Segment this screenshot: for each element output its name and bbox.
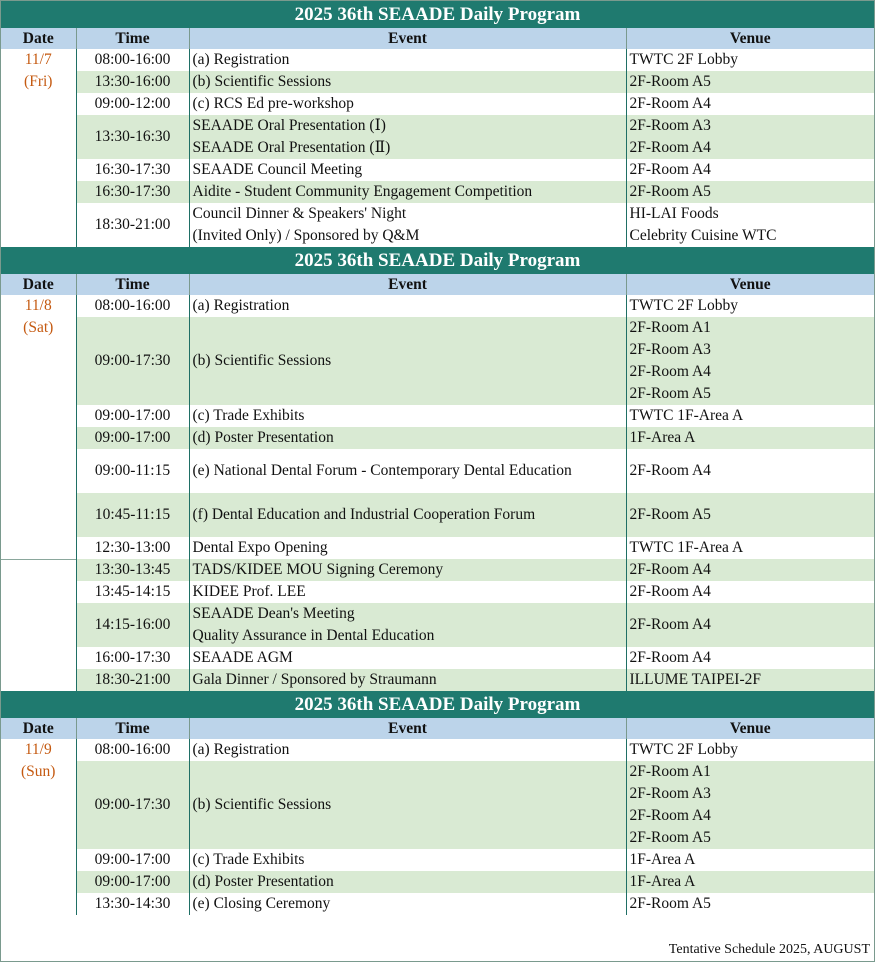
venue-text: 2F-Room A5 bbox=[629, 506, 711, 523]
venue-text: 2F-Room A4 bbox=[629, 807, 711, 824]
venue-cell bbox=[626, 449, 874, 493]
event-cell bbox=[189, 849, 626, 871]
venue-text: 2F-Room A4 bbox=[629, 561, 711, 578]
event-text: TADS/KIDEE MOU Signing Ceremony bbox=[192, 561, 444, 578]
venue-text: 1F-Area A bbox=[629, 873, 696, 890]
day-title: 2025 36th SEAADE Daily Program bbox=[1, 247, 874, 274]
venue-text: 2F-Room A4 bbox=[629, 363, 711, 380]
schedule-row bbox=[1, 893, 874, 915]
event-text: Dental Expo Opening bbox=[192, 539, 328, 556]
venue-text: 2F-Room A4 bbox=[629, 616, 711, 633]
event-text: SEAADE Oral Presentation (Ⅰ) bbox=[192, 117, 386, 134]
schedule-row bbox=[1, 49, 874, 71]
event-text: (c) Trade Exhibits bbox=[192, 407, 305, 424]
venue-text: 2F-Room A4 bbox=[629, 649, 711, 666]
day-title: 2025 36th SEAADE Daily Program bbox=[1, 691, 874, 718]
event-cell bbox=[189, 871, 626, 893]
venue-text: 2F-Room A1 bbox=[629, 319, 711, 336]
event-text: (c) Trade Exhibits bbox=[192, 851, 305, 868]
venue-cell bbox=[626, 49, 874, 71]
venue-cell bbox=[626, 93, 874, 115]
event-text: KIDEE Prof. LEE bbox=[192, 583, 306, 600]
time-cell: 14:15-16:00 bbox=[76, 603, 189, 647]
venue-cell bbox=[626, 871, 874, 893]
footer-note: Tentative Schedule 2025, AUGUST bbox=[668, 942, 870, 957]
venue-text: 1F-Area A bbox=[629, 851, 696, 868]
venue-cell bbox=[626, 603, 874, 647]
time-cell: 16:00-17:30 bbox=[76, 647, 189, 669]
time-cell: 18:30-21:00 bbox=[76, 203, 189, 247]
venue-text: HI-LAI Foods bbox=[629, 205, 719, 222]
column-header-date: Date bbox=[1, 718, 76, 739]
schedule-row bbox=[1, 115, 874, 159]
venue-text: 2F-Room A4 bbox=[629, 462, 711, 479]
event-text: (Invited Only) / Sponsored by Q&M bbox=[192, 227, 420, 244]
event-text: SEAADE Oral Presentation (Ⅱ) bbox=[192, 139, 391, 156]
event-cell bbox=[189, 427, 626, 449]
column-header-date: Date bbox=[1, 274, 76, 295]
schedule-row bbox=[1, 203, 874, 247]
time-cell: 12:30-13:00 bbox=[76, 537, 189, 559]
event-cell bbox=[189, 71, 626, 93]
venue-cell bbox=[626, 739, 874, 761]
venue-text: 2F-Room A4 bbox=[629, 95, 711, 112]
date-label: 11/8 bbox=[24, 297, 52, 314]
time-cell: 18:30-21:00 bbox=[76, 669, 189, 691]
schedule-row bbox=[1, 559, 874, 581]
venue-text: 2F-Room A4 bbox=[629, 139, 711, 156]
venue-text: 2F-Room A3 bbox=[629, 117, 711, 134]
event-cell bbox=[189, 93, 626, 115]
schedule-row bbox=[1, 93, 874, 115]
venue-text: Celebrity Cuisine WTC bbox=[629, 227, 777, 244]
column-header-venue: Venue bbox=[626, 28, 874, 49]
venue-cell bbox=[626, 295, 874, 317]
event-text: SEAADE Dean's Meeting bbox=[192, 605, 355, 622]
venue-text: 2F-Room A1 bbox=[629, 763, 711, 780]
date-cell bbox=[1, 739, 76, 915]
event-cell bbox=[189, 603, 626, 647]
event-text: (b) Scientific Sessions bbox=[192, 73, 332, 90]
column-header-venue: Venue bbox=[626, 274, 874, 295]
time-cell: 09:00-12:00 bbox=[76, 93, 189, 115]
day-title-row bbox=[1, 1, 874, 28]
schedule-row bbox=[1, 295, 874, 317]
column-header-time: Time bbox=[76, 718, 189, 739]
schedule-row bbox=[1, 669, 874, 691]
date-cell-empty bbox=[1, 559, 76, 691]
time-cell: 13:30-16:30 bbox=[76, 115, 189, 159]
event-text: (b) Scientific Sessions bbox=[192, 796, 332, 813]
event-cell bbox=[189, 537, 626, 559]
venue-text: 2F-Room A5 bbox=[629, 385, 711, 402]
venue-cell bbox=[626, 893, 874, 915]
column-header-venue: Venue bbox=[626, 718, 874, 739]
weekday-label: (Sat) bbox=[23, 319, 54, 336]
venue-cell bbox=[626, 317, 874, 405]
venue-text: TWTC 1F-Area A bbox=[629, 407, 744, 424]
time-cell: 13:45-14:15 bbox=[76, 581, 189, 603]
event-cell bbox=[189, 739, 626, 761]
venue-cell bbox=[626, 159, 874, 181]
schedule-row bbox=[1, 581, 874, 603]
event-text: (a) Registration bbox=[192, 297, 290, 314]
venue-text: ILLUME TAIPEI-2F bbox=[629, 671, 762, 688]
event-cell bbox=[189, 559, 626, 581]
date-cell bbox=[1, 49, 76, 247]
event-cell bbox=[189, 49, 626, 71]
event-cell bbox=[189, 669, 626, 691]
schedule-row bbox=[1, 317, 874, 405]
time-cell: 13:30-14:30 bbox=[76, 893, 189, 915]
column-header-event: Event bbox=[189, 28, 626, 49]
schedule-row bbox=[1, 871, 874, 893]
day-title-row bbox=[1, 691, 874, 718]
time-cell: 08:00-16:00 bbox=[76, 295, 189, 317]
schedule-row bbox=[1, 71, 874, 93]
event-cell bbox=[189, 581, 626, 603]
column-header-time: Time bbox=[76, 28, 189, 49]
time-cell: 10:45-11:15 bbox=[76, 493, 189, 537]
event-cell bbox=[189, 317, 626, 405]
event-cell bbox=[189, 761, 626, 849]
venue-text: 1F-Area A bbox=[629, 429, 696, 446]
venue-cell bbox=[626, 849, 874, 871]
venue-cell bbox=[626, 581, 874, 603]
time-cell: 09:00-11:15 bbox=[76, 449, 189, 493]
time-cell: 09:00-17:00 bbox=[76, 427, 189, 449]
time-cell: 09:00-17:30 bbox=[76, 317, 189, 405]
venue-cell bbox=[626, 427, 874, 449]
venue-text: TWTC 1F-Area A bbox=[629, 539, 744, 556]
day-title: 2025 36th SEAADE Daily Program bbox=[1, 1, 874, 28]
schedule-row bbox=[1, 603, 874, 647]
event-cell bbox=[189, 181, 626, 203]
event-cell bbox=[189, 493, 626, 537]
event-text: (c) RCS Ed pre-workshop bbox=[192, 95, 354, 112]
venue-text: 2F-Room A5 bbox=[629, 73, 711, 90]
event-cell bbox=[189, 295, 626, 317]
event-cell bbox=[189, 647, 626, 669]
schedule-row bbox=[1, 537, 874, 559]
venue-cell bbox=[626, 761, 874, 849]
event-text: (f) Dental Education and Industrial Cooperation Forum bbox=[192, 506, 536, 523]
venue-text: TWTC 2F Lobby bbox=[629, 741, 738, 758]
date-cell bbox=[1, 295, 76, 559]
venue-text: TWTC 2F Lobby bbox=[629, 51, 738, 68]
event-text: SEAADE AGM bbox=[192, 649, 293, 666]
event-text: (b) Scientific Sessions bbox=[192, 352, 332, 369]
event-text: Gala Dinner / Sponsored by Straumann bbox=[192, 671, 437, 688]
event-text: Quality Assurance in Dental Education bbox=[192, 627, 435, 644]
time-cell: 08:00-16:00 bbox=[76, 49, 189, 71]
venue-cell bbox=[626, 647, 874, 669]
event-text: (e) Closing Ceremony bbox=[192, 895, 331, 912]
schedule-row bbox=[1, 405, 874, 427]
venue-cell bbox=[626, 115, 874, 159]
time-cell: 16:30-17:30 bbox=[76, 181, 189, 203]
venue-text: 2F-Room A4 bbox=[629, 161, 711, 178]
venue-text: TWTC 2F Lobby bbox=[629, 297, 738, 314]
event-text: (d) Poster Presentation bbox=[192, 873, 334, 890]
column-header-event: Event bbox=[189, 274, 626, 295]
event-cell bbox=[189, 893, 626, 915]
venue-cell bbox=[626, 181, 874, 203]
column-header-row bbox=[1, 28, 874, 49]
weekday-label: (Sun) bbox=[21, 763, 56, 780]
time-cell: 09:00-17:00 bbox=[76, 405, 189, 427]
event-text: (a) Registration bbox=[192, 51, 290, 68]
event-cell bbox=[189, 159, 626, 181]
event-cell bbox=[189, 203, 626, 247]
date-label: 11/7 bbox=[24, 51, 52, 68]
program-body bbox=[1, 1, 874, 915]
event-text: Council Dinner & Speakers' Night bbox=[192, 205, 407, 222]
day-title-row bbox=[1, 247, 874, 274]
time-cell: 09:00-17:30 bbox=[76, 761, 189, 849]
schedule-row bbox=[1, 739, 874, 761]
event-text: (e) National Dental Forum - Contemporary Dental Education bbox=[192, 462, 572, 479]
venue-text: 2F-Room A5 bbox=[629, 183, 711, 200]
event-text: SEAADE Council Meeting bbox=[192, 161, 363, 178]
venue-cell bbox=[626, 405, 874, 427]
venue-cell bbox=[626, 493, 874, 537]
venue-cell bbox=[626, 203, 874, 247]
venue-text: 2F-Room A5 bbox=[629, 829, 711, 846]
schedule-row bbox=[1, 427, 874, 449]
schedule-row bbox=[1, 647, 874, 669]
time-cell: 13:30-16:00 bbox=[76, 71, 189, 93]
venue-cell bbox=[626, 559, 874, 581]
event-text: (d) Poster Presentation bbox=[192, 429, 334, 446]
schedule-row bbox=[1, 493, 874, 537]
venue-text: 2F-Room A3 bbox=[629, 785, 711, 802]
schedule-row bbox=[1, 449, 874, 493]
column-header-event: Event bbox=[189, 718, 626, 739]
date-label: 11/9 bbox=[24, 741, 52, 758]
venue-cell bbox=[626, 71, 874, 93]
venue-text: 2F-Room A5 bbox=[629, 895, 711, 912]
event-cell bbox=[189, 449, 626, 493]
time-cell: 13:30-13:45 bbox=[76, 559, 189, 581]
schedule-row bbox=[1, 159, 874, 181]
venue-text: 2F-Room A3 bbox=[629, 341, 711, 358]
venue-cell bbox=[626, 669, 874, 691]
venue-text: 2F-Room A4 bbox=[629, 583, 711, 600]
time-cell: 09:00-17:00 bbox=[76, 849, 189, 871]
weekday-label: (Fri) bbox=[24, 73, 53, 90]
time-cell: 09:00-17:00 bbox=[76, 871, 189, 893]
column-header-date: Date bbox=[1, 28, 76, 49]
event-text: (a) Registration bbox=[192, 741, 290, 758]
event-cell bbox=[189, 115, 626, 159]
schedule-row bbox=[1, 761, 874, 849]
column-header-row bbox=[1, 274, 874, 295]
program-table bbox=[1, 1, 874, 915]
time-cell: 08:00-16:00 bbox=[76, 739, 189, 761]
schedule-row bbox=[1, 849, 874, 871]
event-text: Aidite - Student Community Engagement Competition bbox=[192, 183, 533, 200]
venue-cell bbox=[626, 537, 874, 559]
column-header-time: Time bbox=[76, 274, 189, 295]
event-cell bbox=[189, 405, 626, 427]
schedule-row bbox=[1, 181, 874, 203]
time-cell: 16:30-17:30 bbox=[76, 159, 189, 181]
column-header-row bbox=[1, 718, 874, 739]
